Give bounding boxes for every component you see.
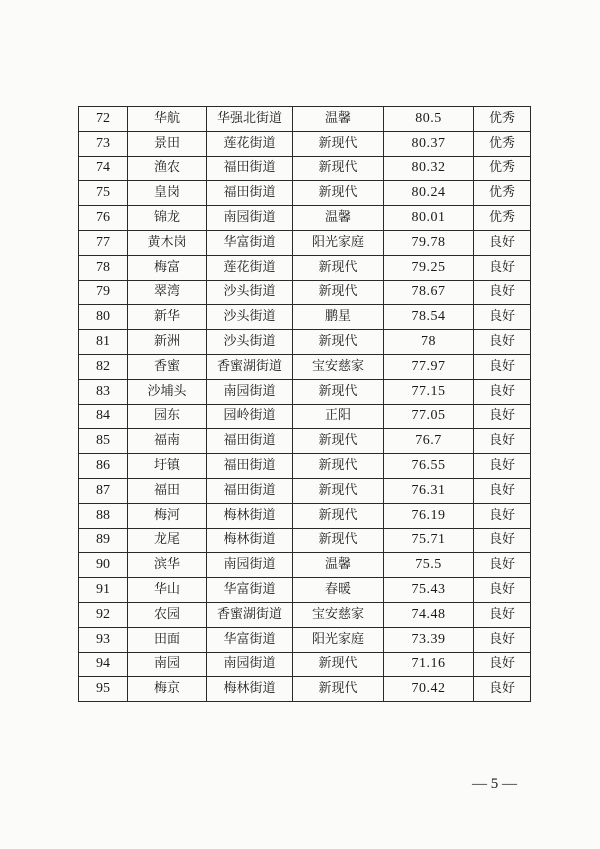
rank-cell: 89: [79, 528, 128, 553]
community-cell: 梅富: [128, 255, 207, 280]
grade-cell: 良好: [474, 230, 531, 255]
community-cell: 锦龙: [128, 206, 207, 231]
score-cell: 75.5: [384, 553, 474, 578]
community-cell: 农园: [128, 602, 207, 627]
score-cell: 76.31: [384, 478, 474, 503]
rank-cell: 79: [79, 280, 128, 305]
subdistrict-cell: 福田街道: [207, 478, 293, 503]
table-body: [79, 107, 531, 702]
rank-cell: 87: [79, 478, 128, 503]
rank-cell: 93: [79, 627, 128, 652]
score-cell: 77.05: [384, 404, 474, 429]
rank-cell: 83: [79, 379, 128, 404]
table-row: [79, 181, 531, 206]
rank-cell: 92: [79, 602, 128, 627]
subdistrict-cell: 南园街道: [207, 379, 293, 404]
table-row: [79, 230, 531, 255]
rank-cell: 75: [79, 181, 128, 206]
grade-cell: 良好: [474, 255, 531, 280]
score-cell: 80.24: [384, 181, 474, 206]
score-cell: 78: [384, 330, 474, 355]
grade-cell: 良好: [474, 280, 531, 305]
table-row: [79, 627, 531, 652]
table-row: [79, 206, 531, 231]
subdistrict-cell: 莲花街道: [207, 131, 293, 156]
operator-cell: 新现代: [293, 429, 384, 454]
subdistrict-cell: 莲花街道: [207, 255, 293, 280]
subdistrict-cell: 华富街道: [207, 578, 293, 603]
community-cell: 翠湾: [128, 280, 207, 305]
score-cell: 74.48: [384, 602, 474, 627]
operator-cell: 鹏星: [293, 305, 384, 330]
community-cell: 田面: [128, 627, 207, 652]
operator-cell: 温馨: [293, 553, 384, 578]
operator-cell: 新现代: [293, 280, 384, 305]
rank-cell: 94: [79, 652, 128, 677]
operator-cell: 新现代: [293, 131, 384, 156]
subdistrict-cell: 福田街道: [207, 429, 293, 454]
community-cell: 圩镇: [128, 454, 207, 479]
score-cell: 70.42: [384, 677, 474, 702]
community-cell: 新洲: [128, 330, 207, 355]
operator-cell: 新现代: [293, 478, 384, 503]
operator-cell: 新现代: [293, 255, 384, 280]
rank-cell: 88: [79, 503, 128, 528]
rank-cell: 76: [79, 206, 128, 231]
score-cell: 76.55: [384, 454, 474, 479]
score-cell: 75.71: [384, 528, 474, 553]
community-cell: 梅河: [128, 503, 207, 528]
rank-cell: 91: [79, 578, 128, 603]
rank-cell: 86: [79, 454, 128, 479]
grade-cell: 优秀: [474, 107, 531, 132]
operator-cell: 阳光家庭: [293, 230, 384, 255]
grade-cell: 良好: [474, 677, 531, 702]
community-cell: 福田: [128, 478, 207, 503]
rank-cell: 73: [79, 131, 128, 156]
rank-cell: 77: [79, 230, 128, 255]
table-row: [79, 330, 531, 355]
grade-cell: 良好: [474, 429, 531, 454]
grade-cell: 优秀: [474, 131, 531, 156]
table-row: [79, 578, 531, 603]
subdistrict-cell: 香蜜湖街道: [207, 602, 293, 627]
score-cell: 77.97: [384, 354, 474, 379]
grade-cell: 优秀: [474, 156, 531, 181]
table-row: [79, 503, 531, 528]
rank-cell: 95: [79, 677, 128, 702]
community-cell: 黄木岗: [128, 230, 207, 255]
operator-cell: 阳光家庭: [293, 627, 384, 652]
operator-cell: 新现代: [293, 677, 384, 702]
table-row: [79, 478, 531, 503]
table-row: [79, 255, 531, 280]
rank-cell: 90: [79, 553, 128, 578]
score-cell: 76.19: [384, 503, 474, 528]
grade-cell: 良好: [474, 478, 531, 503]
score-cell: 76.7: [384, 429, 474, 454]
score-cell: 80.01: [384, 206, 474, 231]
score-cell: 73.39: [384, 627, 474, 652]
rank-cell: 85: [79, 429, 128, 454]
community-cell: 华山: [128, 578, 207, 603]
score-cell: 75.43: [384, 578, 474, 603]
grade-cell: 良好: [474, 379, 531, 404]
operator-cell: 温馨: [293, 206, 384, 231]
subdistrict-cell: 南园街道: [207, 652, 293, 677]
table-row: [79, 677, 531, 702]
score-cell: 79.78: [384, 230, 474, 255]
score-cell: 80.5: [384, 107, 474, 132]
table-row: [79, 454, 531, 479]
community-cell: 渔农: [128, 156, 207, 181]
community-cell: 滨华: [128, 553, 207, 578]
table-row: [79, 280, 531, 305]
community-cell: 新华: [128, 305, 207, 330]
community-cell: 梅京: [128, 677, 207, 702]
table-row: [79, 404, 531, 429]
table-row: [79, 379, 531, 404]
subdistrict-cell: 香蜜湖街道: [207, 354, 293, 379]
community-cell: 龙尾: [128, 528, 207, 553]
subdistrict-cell: 沙头街道: [207, 280, 293, 305]
operator-cell: 新现代: [293, 156, 384, 181]
community-cell: 景田: [128, 131, 207, 156]
subdistrict-cell: 福田街道: [207, 454, 293, 479]
subdistrict-cell: 福田街道: [207, 181, 293, 206]
community-cell: 香蜜: [128, 354, 207, 379]
community-cell: 华航: [128, 107, 207, 132]
table-row: [79, 305, 531, 330]
grade-cell: 良好: [474, 553, 531, 578]
grade-cell: 良好: [474, 354, 531, 379]
operator-cell: 新现代: [293, 330, 384, 355]
community-cell: 南园: [128, 652, 207, 677]
grade-cell: 良好: [474, 503, 531, 528]
subdistrict-cell: 园岭街道: [207, 404, 293, 429]
subdistrict-cell: 华富街道: [207, 230, 293, 255]
community-cell: 沙埔头: [128, 379, 207, 404]
community-cell: 皇岗: [128, 181, 207, 206]
community-cell: 福南: [128, 429, 207, 454]
grade-cell: 良好: [474, 578, 531, 603]
score-cell: 77.15: [384, 379, 474, 404]
operator-cell: 正阳: [293, 404, 384, 429]
grade-cell: 良好: [474, 627, 531, 652]
subdistrict-cell: 沙头街道: [207, 305, 293, 330]
score-cell: 78.54: [384, 305, 474, 330]
score-cell: 71.16: [384, 652, 474, 677]
operator-cell: 新现代: [293, 503, 384, 528]
rank-cell: 82: [79, 354, 128, 379]
operator-cell: 新现代: [293, 379, 384, 404]
grade-cell: 良好: [474, 305, 531, 330]
grade-cell: 良好: [474, 652, 531, 677]
subdistrict-cell: 梅林街道: [207, 677, 293, 702]
subdistrict-cell: 南园街道: [207, 206, 293, 231]
rank-cell: 81: [79, 330, 128, 355]
grade-cell: 良好: [474, 404, 531, 429]
community-cell: 园东: [128, 404, 207, 429]
rank-cell: 80: [79, 305, 128, 330]
table-row: [79, 528, 531, 553]
subdistrict-cell: 梅林街道: [207, 503, 293, 528]
rank-cell: 84: [79, 404, 128, 429]
score-cell: 79.25: [384, 255, 474, 280]
page-number: — 5 —: [472, 776, 517, 792]
rank-cell: 72: [79, 107, 128, 132]
operator-cell: 新现代: [293, 528, 384, 553]
score-cell: 80.37: [384, 131, 474, 156]
subdistrict-cell: 南园街道: [207, 553, 293, 578]
table-row: [79, 429, 531, 454]
table-row: [79, 131, 531, 156]
operator-cell: 宝安慈家: [293, 354, 384, 379]
operator-cell: 宝安慈家: [293, 602, 384, 627]
table-row: [79, 553, 531, 578]
grade-cell: 良好: [474, 528, 531, 553]
grade-cell: 优秀: [474, 206, 531, 231]
ranking-table: [78, 106, 531, 702]
subdistrict-cell: 华强北街道: [207, 107, 293, 132]
grade-cell: 良好: [474, 602, 531, 627]
rank-cell: 78: [79, 255, 128, 280]
score-cell: 80.32: [384, 156, 474, 181]
operator-cell: 春暖: [293, 578, 384, 603]
subdistrict-cell: 华富街道: [207, 627, 293, 652]
table-row: [79, 156, 531, 181]
subdistrict-cell: 福田街道: [207, 156, 293, 181]
operator-cell: 新现代: [293, 454, 384, 479]
table-row: [79, 652, 531, 677]
rank-cell: 74: [79, 156, 128, 181]
grade-cell: 良好: [474, 330, 531, 355]
operator-cell: 温馨: [293, 107, 384, 132]
operator-cell: 新现代: [293, 181, 384, 206]
operator-cell: 新现代: [293, 652, 384, 677]
table-row: [79, 602, 531, 627]
table-row: [79, 354, 531, 379]
subdistrict-cell: 梅林街道: [207, 528, 293, 553]
score-cell: 78.67: [384, 280, 474, 305]
grade-cell: 良好: [474, 454, 531, 479]
subdistrict-cell: 沙头街道: [207, 330, 293, 355]
grade-cell: 优秀: [474, 181, 531, 206]
table-row: [79, 107, 531, 132]
